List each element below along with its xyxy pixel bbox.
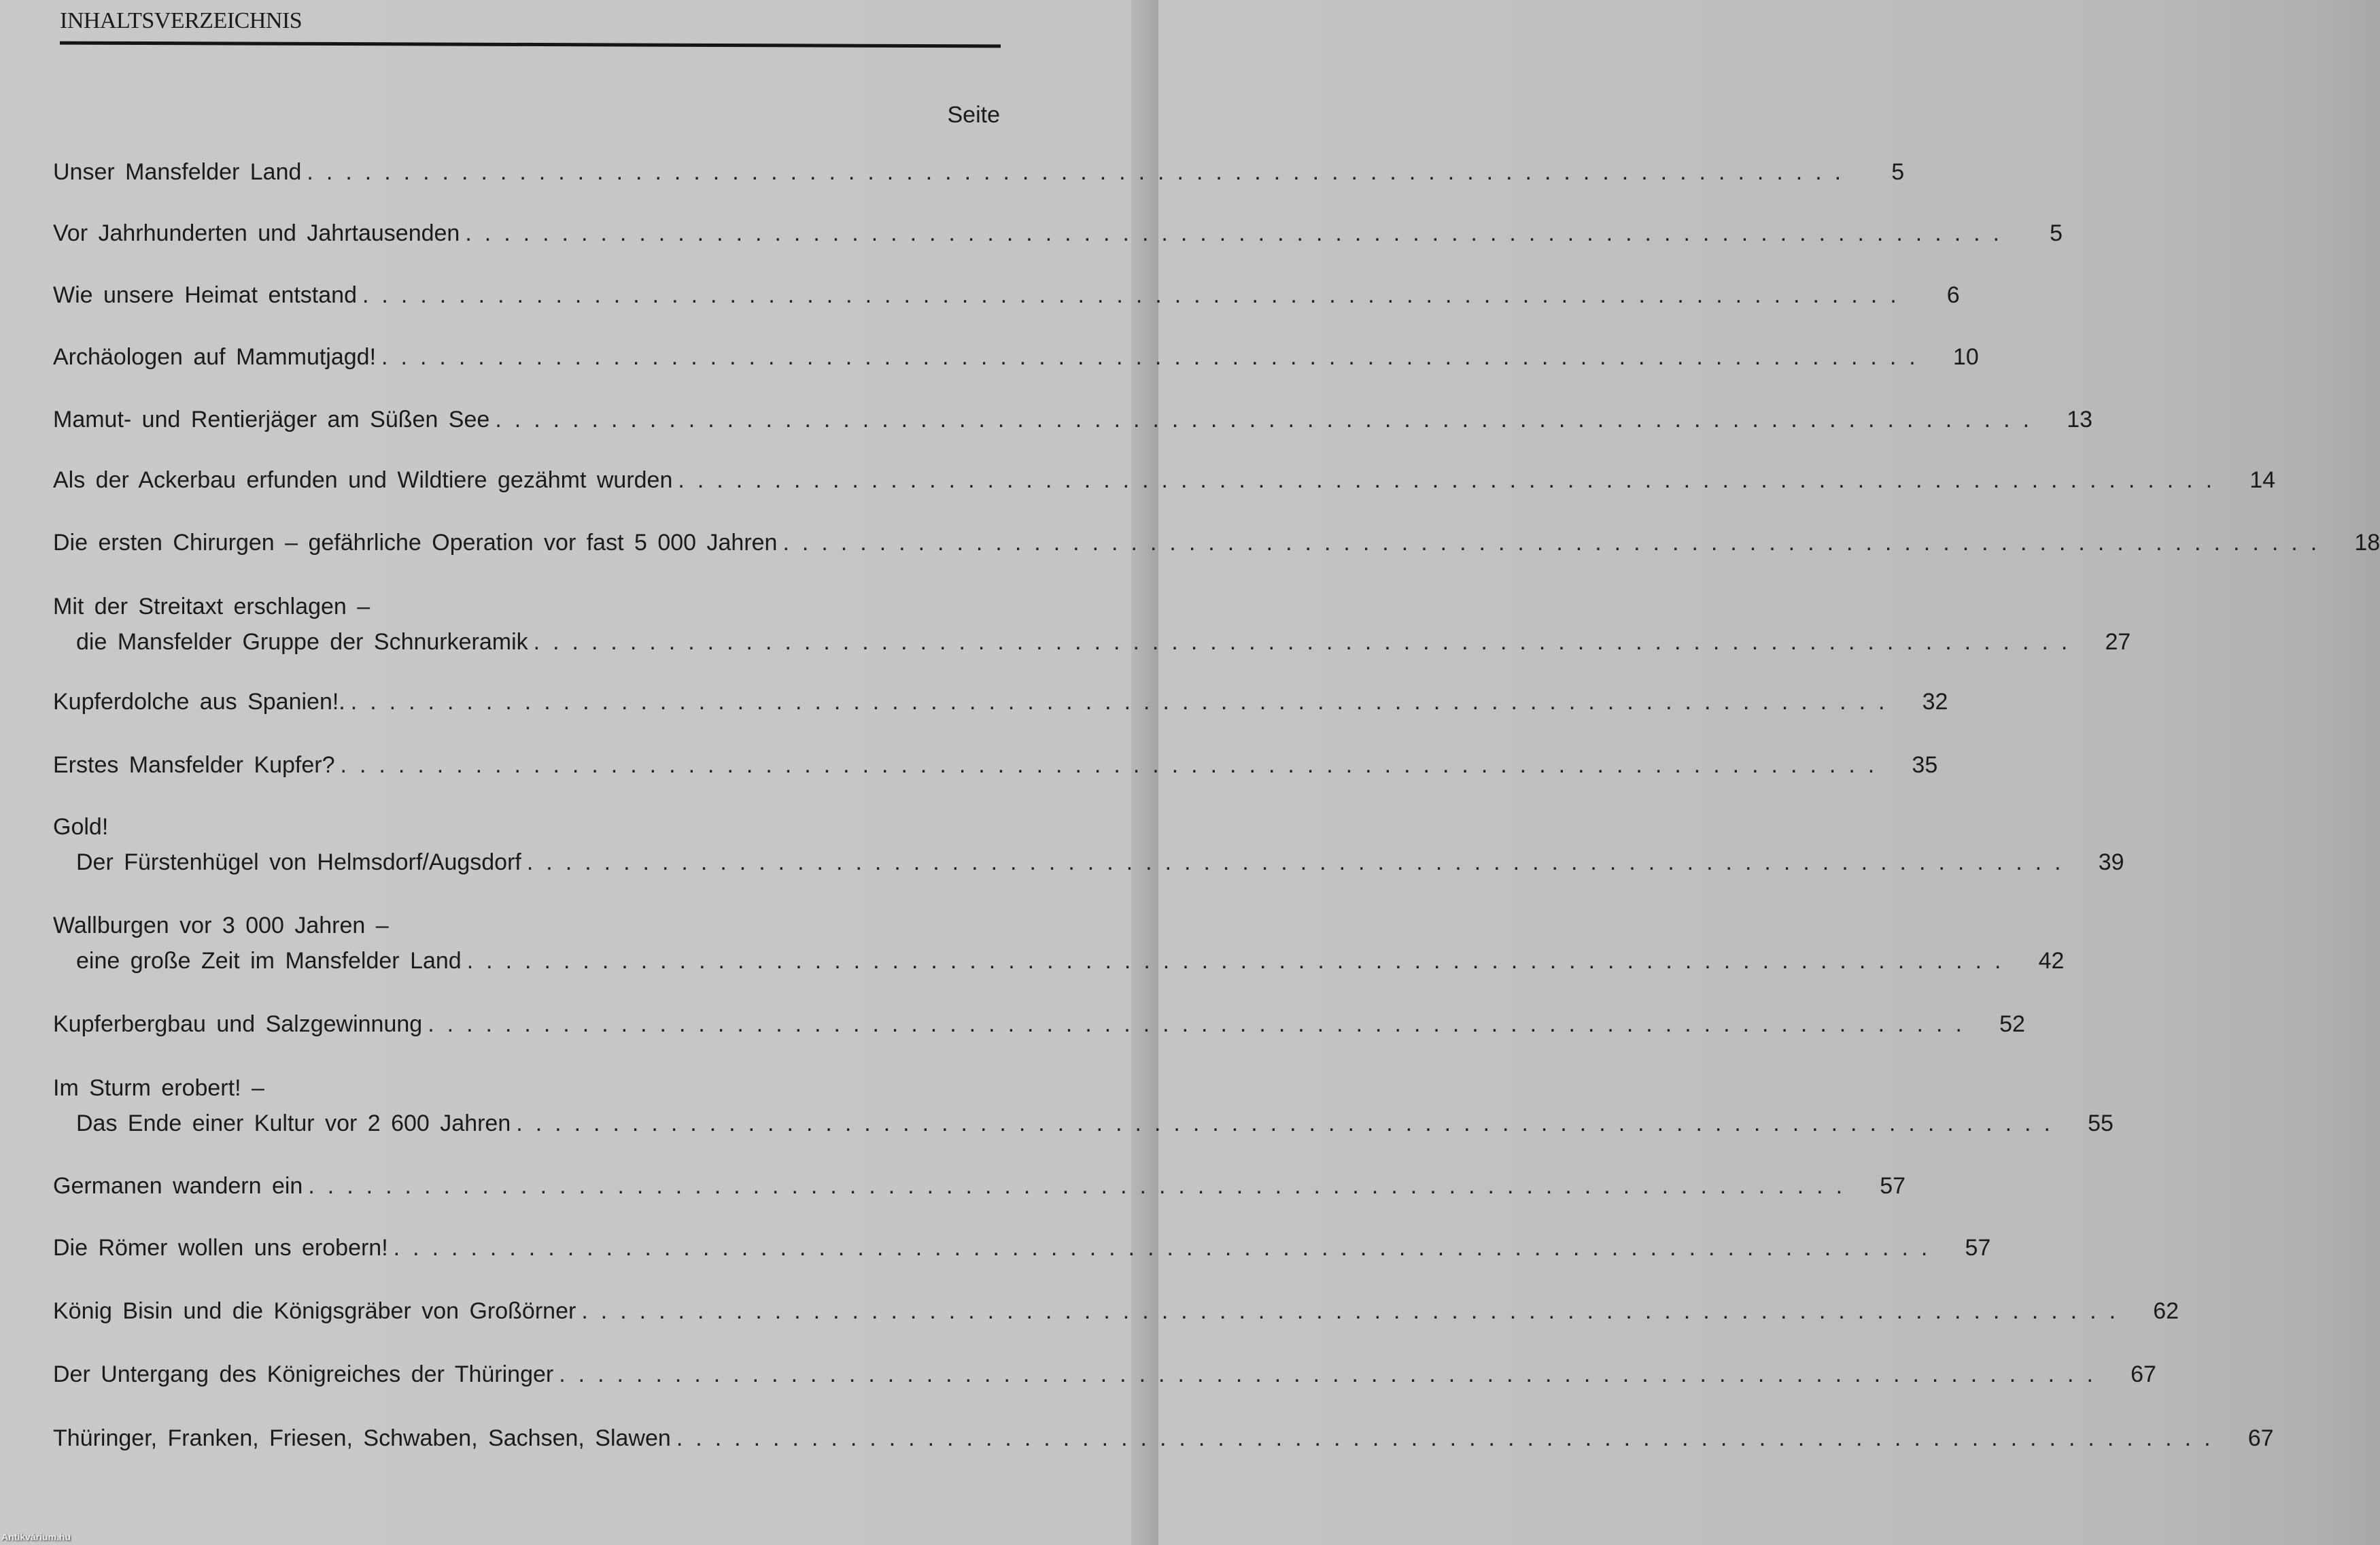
page-title: INHALTSVERZEICHNIS — [60, 8, 303, 33]
toc-entry-title: Die ersten Chirurgen – gefährliche Operation vor fast 5 000 Jahren — [53, 530, 778, 556]
toc-entry — [53, 1235, 1991, 1270]
dot-leader: ................................................................................ — [533, 629, 2081, 655]
toc-entry-line — [53, 752, 1938, 787]
toc-page-number: 67 — [2247, 1425, 2274, 1451]
dot-leader: ................................................................................ — [782, 530, 2330, 556]
toc-entry — [53, 1361, 2156, 1397]
toc-page-number: 52 — [1999, 1011, 2025, 1037]
toc-entry-line — [53, 407, 2093, 442]
toc-page-number: 62 — [2153, 1298, 2179, 1324]
toc-entry-line — [53, 282, 1960, 318]
toc-entry-line — [53, 1173, 1906, 1208]
toc-entry-line — [53, 467, 2276, 503]
watermark: Antikvárium.hu — [1, 1531, 71, 1542]
title-rule — [60, 41, 1001, 48]
toc-entry-title: Das Ende einer Kultur vor 2 600 Jahren — [76, 1110, 511, 1136]
toc-entry-title: Im Sturm erobert! – — [53, 1075, 264, 1101]
dot-leader: ................................................................................ — [393, 1235, 1941, 1261]
dot-leader: ................................................................................ — [307, 159, 1855, 185]
dot-leader: ................................................................................ — [495, 407, 2043, 432]
toc-entry-title: Mamut- und Rentierjäger am Süßen See — [53, 407, 490, 432]
dot-leader: ................................................................................ — [516, 1110, 2063, 1136]
toc-entry-line — [53, 814, 1001, 849]
dot-leader: ................................................................................ — [581, 1298, 2129, 1324]
toc-entry — [53, 1173, 1906, 1208]
page-column-label: Seite — [947, 102, 1000, 128]
toc-entry — [53, 467, 2276, 503]
toc-entry-line — [53, 1361, 2156, 1397]
dot-leader: ................................................................................ — [381, 344, 1929, 370]
toc-page-number: 18 — [2354, 530, 2380, 556]
toc-entry-line — [53, 913, 1001, 948]
dot-leader: ................................................................................ — [676, 1425, 2224, 1451]
toc-entry — [53, 689, 1948, 724]
toc-entry-line — [53, 1075, 1001, 1110]
toc-entry — [53, 1075, 2114, 1146]
toc-page-number: 5 — [1891, 159, 1905, 185]
dot-leader: ................................................................................ — [559, 1361, 2106, 1387]
toc-page-number: 6 — [1946, 282, 1960, 308]
toc-page-number: 42 — [2038, 948, 2065, 974]
dot-leader: ................................................................................ — [466, 948, 2014, 974]
toc-page-number: 55 — [2088, 1110, 2114, 1136]
toc-entry — [53, 407, 2093, 442]
toc-entry — [53, 752, 1938, 787]
toc-entry-title: Vor Jahrhunderten und Jahrtausenden — [53, 220, 460, 246]
toc-entry-title: Die Römer wollen uns erobern! — [53, 1235, 388, 1261]
toc-page-number: 27 — [2105, 629, 2131, 655]
dot-leader: ................................................................................ — [350, 689, 1898, 715]
toc-entry-title: Thüringer, Franken, Friesen, Schwaben, Sachsen, Slawen — [53, 1425, 671, 1451]
toc-entry-title: Wie unsere Heimat entstand — [53, 282, 357, 308]
dot-leader: ................................................................................ — [526, 849, 2074, 875]
toc-entry-title: Der Untergang des Königreiches der Thüringer — [53, 1361, 554, 1387]
toc-entry-line — [53, 344, 1979, 379]
toc-entry-line — [53, 530, 2380, 565]
toc-entry-title: Kupferbergbau und Salzgewinnung — [53, 1011, 423, 1037]
dot-leader: ................................................................................ — [362, 282, 1910, 308]
toc-entry-line — [53, 689, 1948, 724]
toc-entry-line — [53, 1011, 2025, 1047]
toc-page-number: 13 — [2067, 407, 2093, 432]
toc-entry-title: Der Fürstenhügel von Helmsdorf/Augsdorf — [76, 849, 521, 875]
toc-entry-title: die Mansfelder Gruppe der Schnurkeramik — [76, 629, 528, 655]
toc-page-number: 57 — [1880, 1173, 1906, 1199]
toc-page-number: 57 — [1965, 1235, 1991, 1261]
toc-entry — [53, 1425, 2274, 1461]
toc-entry — [53, 530, 2380, 565]
toc-entry — [53, 220, 2063, 256]
toc-page-number: 5 — [2050, 220, 2063, 246]
toc-entry-line — [53, 220, 2063, 256]
toc-entry — [53, 282, 1960, 318]
toc-entry-line — [53, 1235, 1991, 1270]
toc-entry-line — [53, 849, 2124, 885]
toc-entry — [53, 1011, 2025, 1047]
toc-entry-title: Unser Mansfelder Land — [53, 159, 302, 185]
toc-entry-title: Archäologen auf Mammutjagd! — [53, 344, 377, 370]
toc-entry-title: Germanen wandern ein — [53, 1173, 303, 1199]
toc-entry — [53, 344, 1979, 379]
toc-page-number: 14 — [2249, 467, 2276, 493]
toc-page-number: 39 — [2098, 849, 2124, 875]
toc-entry-title: Als der Ackerbau erfunden und Wildtiere gezähmt wurden — [53, 467, 673, 493]
toc-entry — [53, 594, 2131, 664]
toc-entry-title: Mit der Streitaxt erschlagen – — [53, 594, 370, 619]
toc-entry-title: Erstes Mansfelder Kupfer? — [53, 752, 335, 778]
toc-page-number: 32 — [1922, 689, 1948, 715]
dot-leader: ................................................................................ — [428, 1011, 1975, 1037]
toc-entry-line — [53, 1298, 2179, 1334]
toc-entry-title: Gold! — [53, 814, 109, 840]
toc-entry-title: Kupferdolche aus Spanien!. — [53, 689, 345, 715]
dot-leader: ................................................................................ — [340, 752, 1888, 778]
dot-leader: ................................................................................ — [465, 220, 2013, 246]
toc-page-number: 35 — [1912, 752, 1938, 778]
toc-entry-title: König Bisin und die Königsgräber von Großörner — [53, 1298, 576, 1324]
toc-page-number: 67 — [2131, 1361, 2156, 1387]
toc-page-number: 10 — [1952, 344, 1979, 370]
toc-entry-line — [53, 594, 1001, 629]
toc-entry-line — [53, 159, 1905, 194]
toc-entry — [53, 1298, 2179, 1334]
toc-entry-line — [53, 948, 2065, 983]
toc-entry-line — [53, 629, 2131, 664]
toc-entry-title: Wallburgen vor 3 000 Jahren – — [53, 913, 389, 938]
toc-entry-line — [53, 1110, 2114, 1146]
toc-entry-title: eine große Zeit im Mansfelder Land — [76, 948, 462, 974]
dot-leader: ................................................................................ — [308, 1173, 1856, 1199]
toc-entry-line — [53, 1425, 2274, 1461]
toc-entry — [53, 159, 1905, 194]
dot-leader: ................................................................................ — [678, 467, 2226, 493]
toc-entry — [53, 814, 2124, 885]
toc-entry — [53, 913, 2065, 983]
